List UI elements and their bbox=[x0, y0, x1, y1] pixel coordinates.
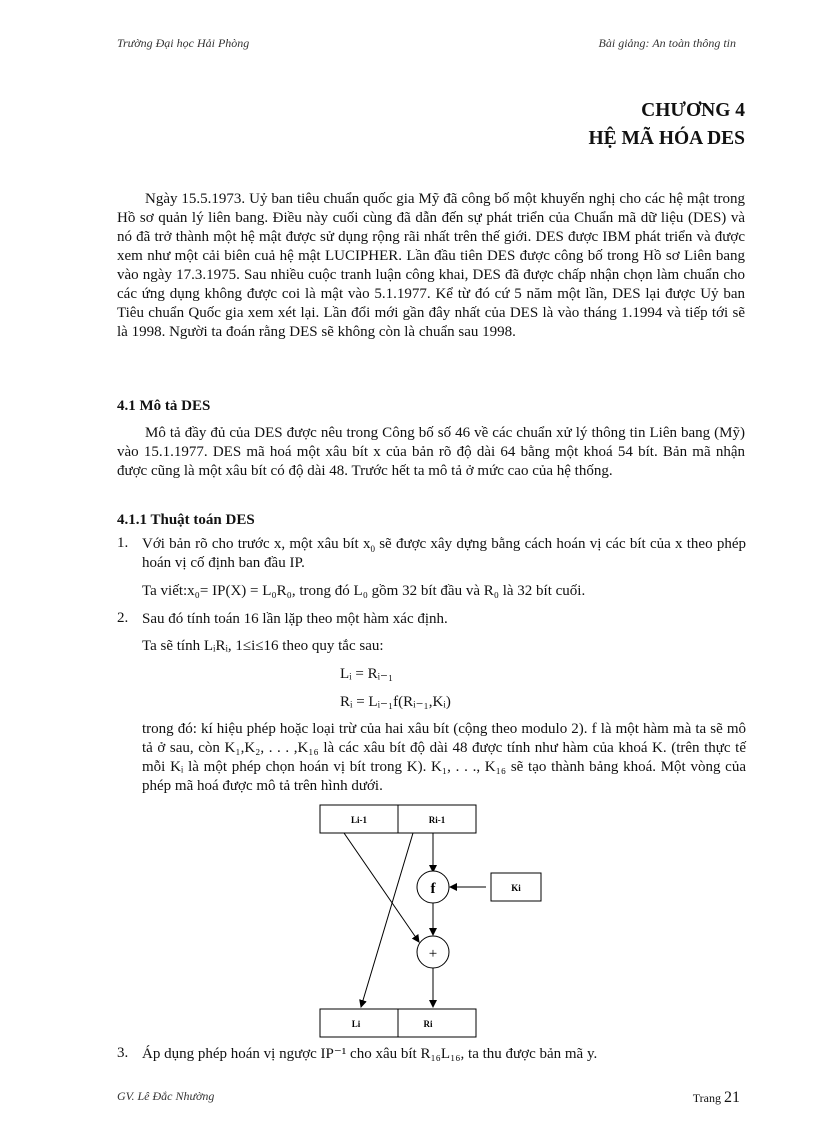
page-number: 21 bbox=[724, 1089, 740, 1106]
item-1-formula: Ta viết:x₀= IP(X) = L₀R₀, trong đó L₀ gồm 32 bít đầu và R₀ là 32 bít cuối. bbox=[142, 583, 586, 599]
xor-label: + bbox=[428, 946, 438, 962]
item-1-number: 1. bbox=[117, 535, 129, 551]
section-4-1-paragraph: Mô tả đầy đủ của DES được nêu trong Công bố số 46 về các chuẩn xử lý thông tin Liên bang (Mỹ) vào 15.1.1977. DES mã hoá một xâu bít x của bản rõ độ dài 64 bằng một khoá 54 bít. Bản mã nhận được cũng là một xâu bít có độ dài 48. Trước hết ta mô tả ở mức cao của hệ thống. bbox=[117, 425, 745, 479]
footer-page bbox=[693, 1089, 740, 1107]
key-label: Ki bbox=[511, 883, 521, 893]
chapter-title: HỆ MÃ HÓA DES bbox=[588, 128, 745, 149]
item-1-text-b: sẽ được xây dựng bằng cách hoán vị các bít của x theo phép hoán vị cố định ban đầu IP. bbox=[142, 536, 746, 571]
equation-r: Rᵢ = Lᵢ₋₁f(Rᵢ₋₁,Kᵢ) bbox=[340, 694, 451, 710]
equation-l: Lᵢ = Rᵢ₋₁ bbox=[340, 666, 394, 682]
l-output-label: Li bbox=[351, 1019, 361, 1029]
header-school: Trường Đại học Hải Phòng bbox=[117, 36, 250, 50]
item-1-text bbox=[142, 535, 746, 573]
r-output-label: Ri bbox=[423, 1019, 433, 1029]
item-1-sub: 0 bbox=[370, 544, 375, 554]
header-course: Bài giảng: An toàn thông tin bbox=[598, 36, 736, 50]
footer-page-label: Trang bbox=[692, 1091, 721, 1105]
r-input-label: Ri-1 bbox=[428, 815, 446, 825]
l-input-label: Li-1 bbox=[350, 815, 368, 825]
section-heading-4-1: 4.1 Mô tả DES bbox=[117, 398, 211, 414]
key-block bbox=[490, 872, 542, 902]
item-3-number: 3. bbox=[117, 1045, 129, 1061]
f-label: f bbox=[430, 881, 436, 897]
chapter-number: CHƯƠNG 4 bbox=[641, 100, 745, 121]
footer-author: GV. Lê Đắc Nhường bbox=[117, 1089, 215, 1103]
item-3-text: Áp dụng phép hoán vị ngược IP⁻¹ cho xâu bít R₁₆L₁₆, ta thu được bản mã y. bbox=[142, 1046, 598, 1062]
intro-paragraph: Ngày 15.5.1973. Uỷ ban tiêu chuẩn quốc gia Mỹ đã công bố một khuyến nghị cho các hệ mật trong Hồ sơ quản lý liên bang. Điều này cuối cùng đã dẫn đến sự phát triển của Chuẩn mã dữ liệu (DES) và nó đã trở thành một hệ mật được sử dụng rộng rãi nhất trên thế giới. DES được IBM phát triển và được xem như một cải biên cuả hệ mật LUCIPHER. Lần đầu tiên DES được công bố trong Hồ sơ Liên bang vào ngày 17.3.1975. Sau nhiều cuộc tranh luận công khai, DES đã được chấp nhận chọn làm chuẩn cho các ứng dụng không được coi là mật vào 5.1.1977. Kể từ đó cứ 5 năm một lần, DES lại được Uỷ ban Tiêu chuẩn Quốc gia xem xét lại. Lần đổi mới gần đây nhất của DES là vào tháng 1.1994 và tiếp tới sẽ là 1998. Người ta đoán rằng DES sẽ không còn là chuẩn sau 1998. bbox=[117, 191, 745, 340]
item-2-rule: Ta sẽ tính LᵢRᵢ, 1≤i≤16 theo quy tắc sau: bbox=[142, 638, 384, 654]
item-1-text-a: Với bản rõ cho trước x, một xâu bít x bbox=[142, 536, 371, 552]
item-2-explanation: trong đó: kí hiệu phép hoặc loại trừ của hai xâu bít (cộng theo modulo 2). f là một hàm mà ta sẽ mô tả ở sau, còn K₁,K₂, . . . ,K₁₆ là các xâu bít độ dài 48 được tính như hàm của khoá K. (trên thực tế mỗi Kᵢ là một phép chọn hoán vị bít trong K). K₁, . . ., K₁₆ sẽ tạo thành bảng khoá. Một vòng của phép mã hoá được mô tả trên hình dưới. bbox=[142, 721, 746, 794]
des-round-diagram bbox=[316, 803, 486, 1039]
section-heading-4-1-1: 4.1.1 Thuật toán DES bbox=[117, 512, 255, 528]
item-2-number: 2. bbox=[117, 610, 129, 626]
item-2-text: Sau đó tính toán 16 lần lặp theo một hàm xác định. bbox=[142, 611, 448, 627]
